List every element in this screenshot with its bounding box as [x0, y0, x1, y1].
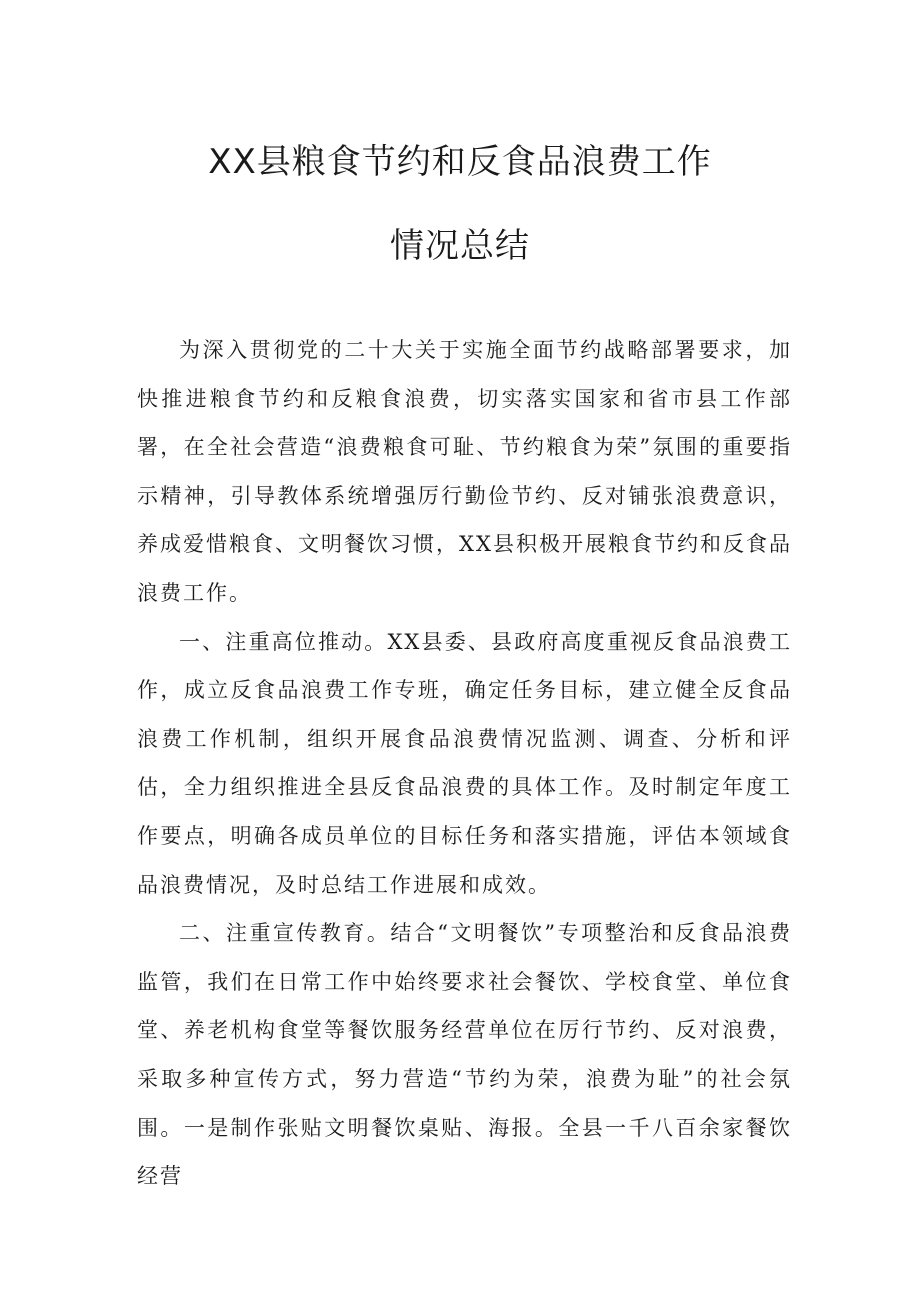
document-title-line-1: XX县粮食节约和反食品浪费工作: [208, 142, 712, 182]
document-body: [137, 326, 792, 1201]
document-title-line-2: 情况总结: [390, 226, 530, 266]
paragraph-section-1: 一、注重高位推动。XX县委、县政府高度重视反食品浪费工作，成立反食品浪费工作专班，确定任务目标，建立健全反食品浪费工作机制，组织开展食品浪费情况监测、调查、分析和评估，全力组织推进全县反食品浪费的具体工作。及时制定年度工作要点，明确各成员单位的目标任务和落实措施，评估本领域食品浪费情况，及时总结工作进展和成效。: [137, 629, 792, 897]
paragraph-intro: 为深入贯彻党的二十大关于实施全面节约战略部署要求，加快推进粮食节约和反粮食浪费，切实落实国家和省市县工作部署，在全社会营造“浪费粮食可耻、节约粮食为荣”氛围的重要指示精神，引导教体系统增强厉行勤俭节约、反对铺张浪费意识，养成爱惜粮食、文明餐饮习惯，XX县积极开展粮食节约和反食品浪费工作。: [137, 338, 792, 605]
paragraph-section-2: 二、注重宣传教育。结合“文明餐饮”专项整治和反食品浪费监管，我们在日常工作中始终要求社会餐饮、学校食堂、单位食堂、养老机构食堂等餐饮服务经营单位在厉行节约、反对浪费，采取多种宣传方式，努力营造“节约为荣，浪费为耻”的社会氛围。一是制作张贴文明餐饮桌贴、海报。全县一千八百余家餐饮经营: [137, 921, 792, 1189]
